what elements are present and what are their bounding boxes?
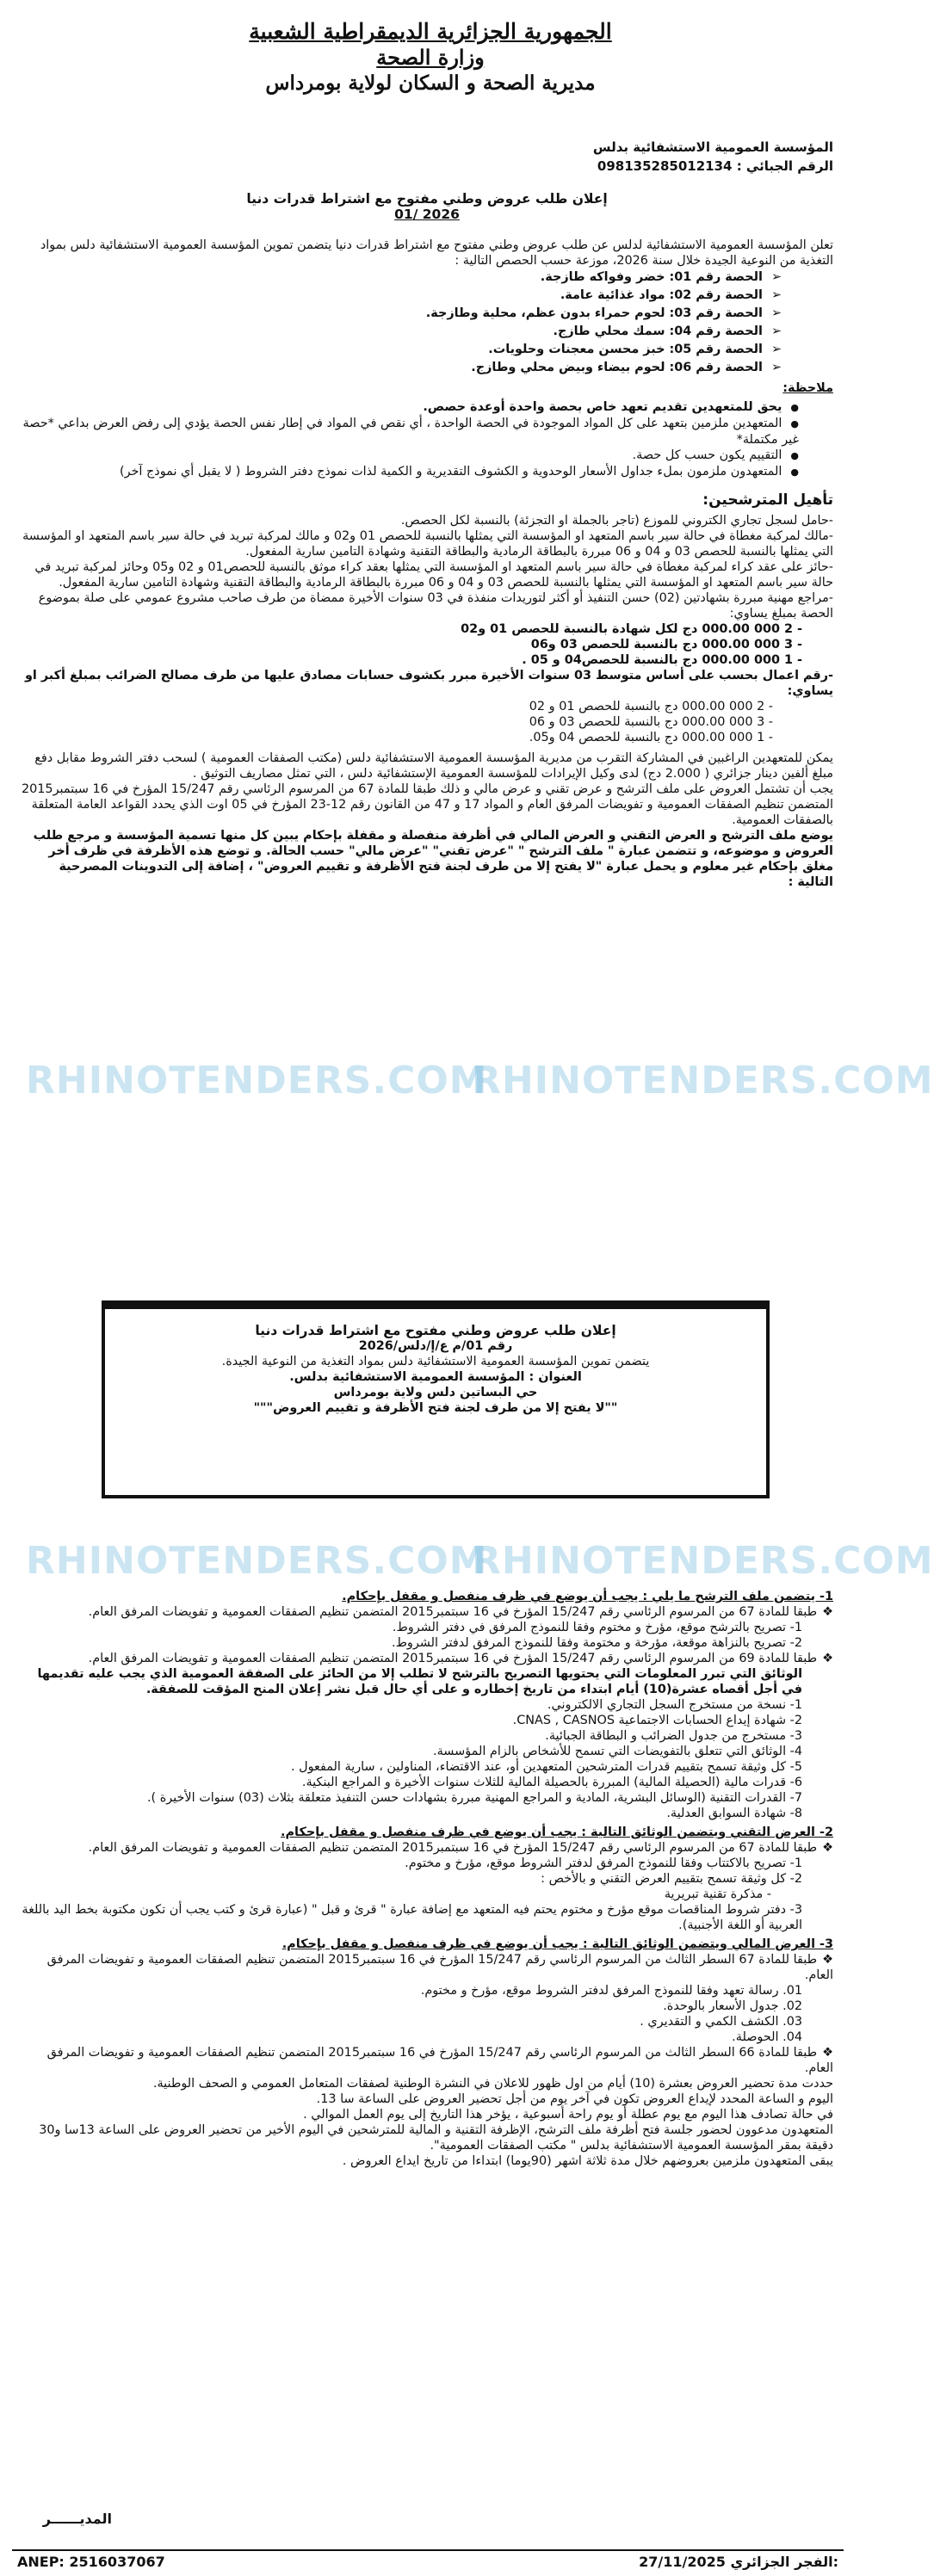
document-item: 5- كل وثيقة تسمح بتقييم قدرات المترشحين المتعهدين أو، عند الاقتضاء، المناولين ، سارية المفعول . [290, 1760, 802, 1774]
republic-title: الجمهورية الجزائرية الديمقراطية الشعبية [249, 19, 612, 44]
envelopes-paragraph: يوضع ملف الترشح و العرض التقني و العرض المالي في أظرفة منفصلة و مقفلة بإحكام يبين كل منها تسمية المؤسسة و مرجع طلب العروض و موضوعه، و تتضمن عبارة " ملف الترشح " "عرض تقني" "عرض مالي" حسب الحالة. و توضع هذه الأظرفة في ظرف أخر مغلق بإحكام غير معلوم و يحمل عبارة "لا يفتح إلا من طرف لجنة فتح الأظرفة و تقييم العروض" ، إضافة إلى التدوينات المصرحية التالية : [33, 829, 833, 889]
financial-item: 04. الحوصلة. [732, 2030, 802, 2044]
lots-list [21, 269, 833, 377]
footer-bar [12, 2549, 844, 2572]
financial-reference: ❖ طبقا للمادة 66 السطر الثالث من المرسوم الرئاسي رقم 15/247 المؤرخ في 16 سبتمبر2015 المتضمن تنظيم الصفقات العمومية و تفويضات المرفق العام. [21, 2045, 833, 2076]
section-financial-intro: ❖ طبقا للمادة 67 السطر الثالث من المرسوم الرئاسي رقم 15/247 المؤرخ في 16 سبتمبر2015 المتضمن تنظيم الصفقات العمومية و تفويضات المرفق العام. [21, 1952, 833, 1983]
notice-intro: تعلن المؤسسة العمومية الاستشفائية لدلس عن طلب عروض وطني مفتوح مع اشتراط قدرات دنيا يتضمن تموين المؤسسة العمومية الاستشفائية دلس بمواد التغذية من النوعية الجيدة خلال سنة 2026، موزعة حسب الحصص التالية : [40, 238, 833, 268]
amount-item: - 3 000 000.00 دج بالنسبة للحصص 03 و 06 [529, 715, 773, 729]
anep-number: ANEP: 2516037067 [17, 2553, 165, 2570]
notes-list [21, 399, 833, 480]
lot-item: ➢ الحصة رقم 04: سمك محلي طازج. [21, 323, 782, 341]
technical-item: - مذكرة تقنية تبريرية [664, 1887, 771, 1901]
qualification-item: -حائز على عقد كراء لمركبة مغطاة في حالة سير باسم المتعهد او المؤسسة التي يمثلها بعقد كراء موثق بالنسبة للحصص01 و 02 و05 وحائز لمركبة تبريد في حالة سير باسم المتعهد او المؤسسة التي يمثلها بالنسبة للحصص 03 و 04 و 06 مبررة بالبطاقة الرمادية والبطاقة التقنية وشهادة التامين سارية المفعول. [34, 560, 833, 590]
lot-item: ➢ الحصة رقم 01: خضر وفواكه طازجة. [21, 269, 782, 287]
application-item: 2- تصريح بالنزاهة موقعة، مؤرخة و مختومة وفقا للنموذج المرفق لدفتر الشروط. [392, 1636, 802, 1650]
closing-paragraph: حددت مدة تحضير العروض بعشرة (10) أيام من اول ظهور للاعلان في النشرة الوطنية لصفقات المتعامل العمومي و الصحف الوطنية. [152, 2077, 833, 2091]
turnover-requirement: -رقم اعمال بحسب على أساس متوسط 03 سنوات الأخيرة مبرر بكشوف حسابات مصادق عليها من طرف مصالح الضرائب بمبلغ أكبر او يساوي: [24, 669, 833, 698]
director-signature: المديــــــر [42, 2511, 112, 2527]
financial-item: 03. الكشف الكمي و التقديري . [640, 2015, 802, 2029]
directorate-title: مديرية الصحة و السكان لولاية بومرداس [265, 71, 596, 95]
document-item: 7- القدرات التقنية (الوسائل البشرية، المادية و المراجع المهنية مبررة بشهادات حسن التنفيذ متعلقة بثلاث (03) سنوات الأخيرة ). [146, 1791, 802, 1805]
section-application-title: 1- يتضمن ملف الترشح ما يلي : يجب أن يوضع في ظرف منفصل و مقفل بإحكام. [342, 1590, 833, 1603]
note-item: ● يحق للمتعهدين تقديم تعهد خاص بحصة واحدة أوعدة حصص. [21, 399, 799, 416]
document-item: 8- شهادة السوابق العدلية. [666, 1807, 802, 1820]
notice-number: 2026 /01 [394, 207, 460, 222]
notes-title: ملاحظة: [782, 381, 833, 395]
document-item: 6- قدرات مالية (الحصيلة المالية) المبررة بالحصيلة المالية للثلاث سنوات الأخيرة و المراجع البنكية. [301, 1776, 802, 1789]
lot-item: ➢ الحصة رقم 06: لحوم بيضاء وبيض محلي وطازج. [21, 359, 782, 377]
entity-name: المؤسسة العمومية الاستشفائية بدلس [592, 139, 833, 155]
technical-item: 2- كل وثيقة تسمح بتقييم العرض التقني و بالأخص : [541, 1872, 802, 1886]
financial-item: 02. جدول الأسعار بالوحدة. [663, 1999, 802, 2013]
amount-item: - 3 000 000.00 دج بالنسبة للحصص 03 و06 [530, 638, 802, 652]
section-technical-title: 2- العرض التقني ويتضمن الوثائق التالية : يجب أن يوضع في ظرف منفصل و مقفل بإحكام. [281, 1825, 833, 1839]
notice-body [21, 191, 833, 890]
fiscal-number: الرقم الجبائي : 098135285012134 [597, 158, 833, 174]
lot-item: ➢ الحصة رقم 02: مواد غذائية عامة. [21, 287, 782, 305]
financial-item: 01. رسالة تعهد وفقا للنموذج المرفق لدفتر الشروط موقع، مؤرخ و مختوم. [420, 1984, 802, 1998]
technical-items [21, 1856, 833, 1933]
note-item: ● التقييم يكون حسب كل حصة. [21, 448, 799, 464]
offers-paragraph: يجب أن تشتمل العروض على ملف الترشح و عرض تقني و عرض مالي و ذلك طبقا للمادة 67 من المرسوم الرئاسي رقم 15/247 المؤرخ في 16 سبتمبر2015 المتضمن تنظيم الصفقات العمومية و تفويضات المرفق العام و المواد 17 و 47 من القانون رقم 12-23 المؤرخ في 05 اوت الذي يحدد القواعد العامة المتعلقة بالصفقات العمومية. [21, 782, 833, 827]
lot-item: ➢ الحصة رقم 03: لحوم حمراء بدون عظم، محلية وطازجة. [21, 305, 782, 323]
amount-item: - 2 000 000.00 دج لكل شهادة بالنسبة للحصص 01 و02 [461, 622, 802, 636]
header [0, 0, 861, 96]
box-address-label: العنوان : المؤسسة العمومية الاستشفائية بدلس. [289, 1370, 582, 1384]
qualification-item: -حامل لسجل تجاري الكتروني للموزع (تاجر بالجملة او التجزئة) بالنسبة لكل الحصص. [400, 514, 833, 528]
submission-sections [21, 1589, 833, 2169]
closing-paragraph: في حالة تصادف هذا اليوم مع يوم عطلة أو يوم راحة أسبوعية ، يؤخر هذا التاريخ إلى يوم العمل الموالي . [303, 2108, 833, 2122]
note-item: ● المتعهدين ملزمين بتعهد على كل المواد الموجودة في الحصة الواحدة ، أي نقص في المواد في إطار نفس الحصة يؤدي إلى رفض العرض بداعي *حصة غير مكتملة* [21, 416, 799, 448]
watermark-text: RHINOTENDERS.COM [26, 1059, 488, 1103]
technical-item: 1- تصريح بالاكتتاب وفقا للنموذج المرفق لدفتر الشروط موقع، مؤرخ و مختوم. [405, 1856, 802, 1870]
box-address: حي البساتين دلس ولاية بومرداس [333, 1386, 538, 1399]
box-title: إعلان طلب عروض وطني مفتوح مع اشتراط قدرات دنيا [255, 1323, 616, 1338]
document-item: 3- مستخرج من جدول الضرائب و البطاقة الجبائية. [545, 1729, 802, 1743]
application-item: 1- تصريح بالترشح موقع، مؤرخ و مختوم وفقا للنموذج المرفق في دفتر الشروط. [392, 1621, 802, 1634]
ministry-title: وزارة الصحة [376, 45, 485, 70]
section-technical-intro: ❖ طبقا للمادة 67 من المرسوم الرئاسي رقم 15/247 المؤرخ في 16 سبتمبر2015 المتضمن تنظيم الصفقات العمومية و تفويضات المرفق العام. [21, 1840, 833, 1856]
technical-item: 3- دفتر شروط المناقصات موقع مؤرخ و مختوم يحتم فيه المتعهد مع إضافة عبارة " قرئ و قبل " (عبارة قرئ و كتب يجب أن تكون مكتوبة بخط اليد باللغة العربية أو اللغة الأجنبية). [22, 1903, 802, 1932]
amount-item: - 2 000 000.00 دج بالنسبة للحصص 01 و 02 [529, 700, 773, 713]
closing-paragraph: يبقى المتعهدون ملزمين بعروضهم خلال مدة ثلاثة اشهر (90يوما) ابتداءا من تاريخ ايداع العروض . [342, 2154, 833, 2168]
withdraw-paragraph: يمكن للمتعهدين الراغبين في المشاركة التقرب من مديرية المؤسسة العمومية الاستشفائية دلس (مكتب الصفقات العمومية ) لسحب دفتر الشروط مقابل دفع مبلغ ألفين دينار جزائري ( 2.000 دج) لدى وكيل الإيرادات للمؤسسة العمومية الإستشفائية دلس ، التي تمثل مصاريف التوثيق . [34, 751, 833, 781]
document-item: 1- نسخة من مستخرج السجل التجاري الالكتروني. [547, 1698, 802, 1712]
qualification-title: تأهيل المترشحين: [702, 491, 833, 509]
box-reference: رقم 01/م ع/إ/دلس/2026 [358, 1339, 513, 1353]
section-application-intro: ❖ طبقا للمادة 67 من المرسوم الرئاسي رقم 15/247 المؤرخ في 16 سبتمبر2015 المتضمن تنظيم الصفقات العمومية و تفويضات المرفق العام. [21, 1604, 833, 1620]
closing-paragraph: المتعهدون مدعوون لحضور جلسة فتح أظرفة ملف الترشح، الإظرفة التقنية و المالية للمترشحين في اليوم الأخير من تحضير العروض على الساعة 13سا و30 دقيقة بمقر المؤسسة العمومية الاستشفائية بدلس " مكتب الصفقات العمومية". [39, 2123, 833, 2153]
qualification-item: -مراجع مهنية مبررة بشهادتين (02) حسن التنفيذ أو أكثر لتوريدات منفذة في 03 سنوات الأخيرة ممضاة من طرف صاحب مشروع عمومي على صلة بموضوع الحصة بمبلغ يساوي: [38, 591, 833, 621]
amounts-list [21, 621, 833, 668]
entity-block [21, 138, 833, 176]
amount-item: - 1 000 000.00 دج بالنسبة للحصص 04 و05. [529, 731, 773, 744]
envelope-label-box [102, 1300, 770, 1498]
document-item: 2- شهادة إيداع الحسابات الاجتماعية CNAS , CASNOS. [512, 1714, 802, 1727]
publication-date: 27/11/2025 الفجر الجزائري: [639, 2553, 838, 2570]
lot-item: ➢ الحصة رقم 05: خبز محسن معجنات وحلويات. [21, 341, 782, 359]
justification-note: الوثائق التي تبرر المعلومات التي يحتويها التصريح بالترشح لا تطلب إلا من الحائز على الصفقة العمومية الذي يجب عليه تقديمها في أجل أقصاه عشرة(10) أيام ابتداء من تاريخ إخطاره و على أي حال قبل نشر إعلان المنح المؤقت للصفقة. [37, 1667, 802, 1696]
application-items [21, 1620, 833, 1651]
financial-items [21, 1983, 833, 2045]
box-warning: ""لا يفتح إلا من طرف لجنة فتح الأظرفة و تقييم العروض""" [253, 1401, 618, 1415]
watermark-text: RHINOTENDERS.COM [472, 1059, 934, 1103]
watermark-text: RHINOTENDERS.COM [26, 1539, 488, 1583]
justification-docs [21, 1697, 833, 1821]
box-object: يتضمن تموين المؤسسة العمومية الاستشفائية دلس بمواد التغذية من النوعية الجيدة. [221, 1355, 650, 1368]
closing-paragraph: اليوم و الساعة المحدد لإيداع العروض تكون في آخر يوم من أجل تحضير العروض على الساعة سا 13. [316, 2092, 833, 2106]
amount-item: - 1 000 000.00 دج بالنسبة للحصص04 و 05 . [522, 653, 802, 667]
watermark-text: RHINOTENDERS.COM [472, 1539, 934, 1583]
notice-title: إعلان طلب عروض وطني مفتوح مع اشتراط قدرات دنيا [246, 191, 608, 207]
turnover-amounts [21, 699, 833, 745]
section-application-intro2: ❖ طبقا للمادة 69 من المرسوم الرئاسي رقم 15/247 المؤرخ في 16 سبتمبر2015 المتضمن تنظيم الصفقات العمومية و تفويضات المرفق العام. [21, 1651, 833, 1666]
document-item: 4- الوثائق التي تتعلق بالتفويضات التي تسمح للأشخاص بالزام المؤسسة. [433, 1745, 802, 1758]
qualification-item: -مالك لمركبة مغطاة في حالة سير باسم المتعهد او المؤسسة التي يمثلها بالنسبة للحصص 01 و02 و مالك لمركبة تبريد في حالة سير باسم المتعهد او المؤسسة التي يمثلها بالنسبة للحصص 03 و 04 و 06 مبررة بالبطاقة الرمادية والبطاقة التقنية وشهادة التامين سارية المفعول. [22, 529, 833, 559]
note-item: ● المتعهدون ملزمون بملء جداول الأسعار الوحدوية و الكشوف التقديرية و الكمية لذات نموذج دفتر الشروط ( لا يقبل أي نموذج آخر) [21, 464, 799, 480]
section-financial-title: 3- العرض المالي ويتضمن الوثائق التالية : يجب أن يوضع في ظرف منفصل و مقفل بإحكام. [281, 1937, 833, 1951]
